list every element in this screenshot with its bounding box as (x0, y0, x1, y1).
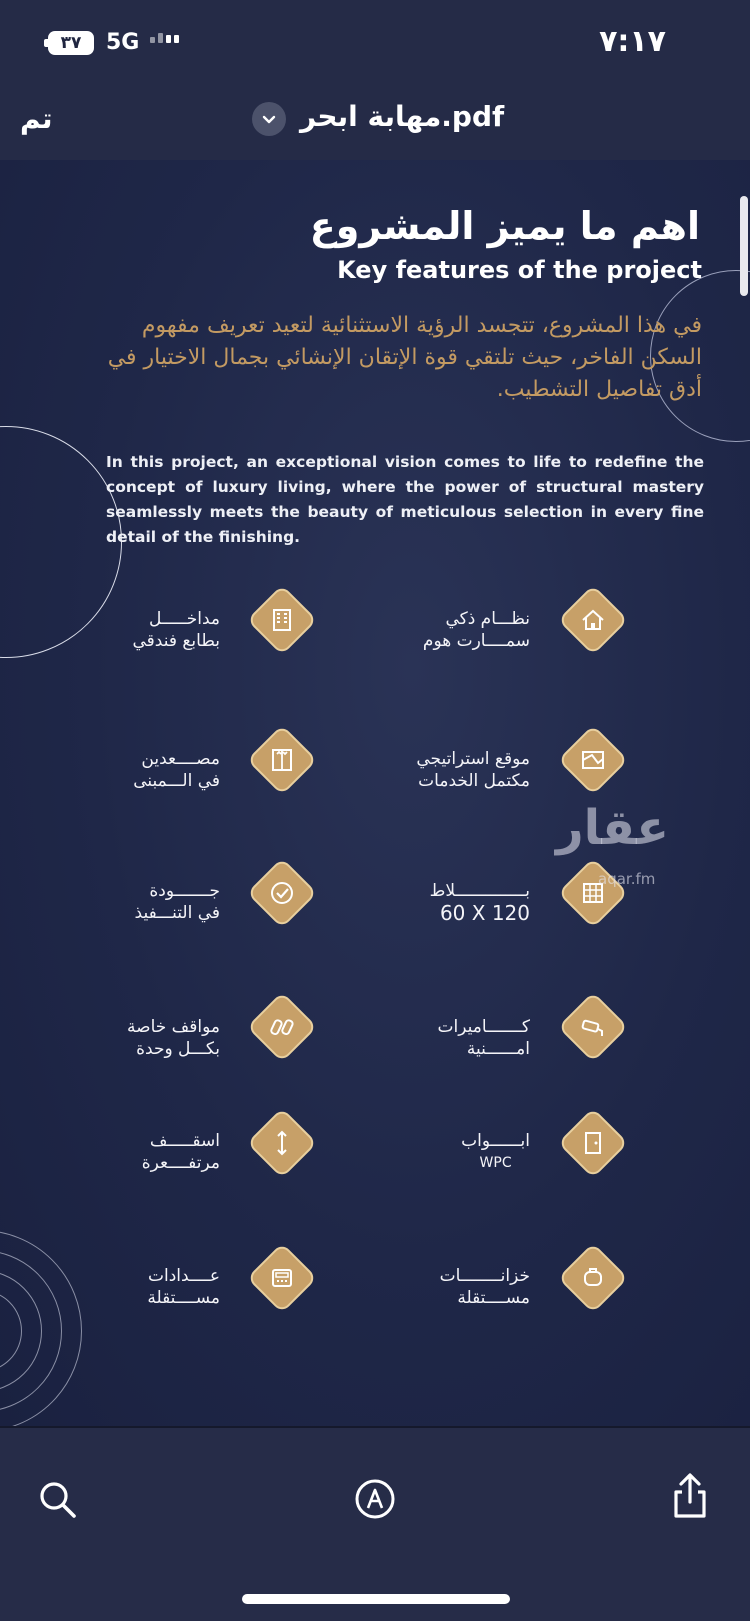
markup-pen-icon[interactable] (354, 1478, 396, 1524)
smart-home-icon (563, 590, 623, 650)
hotel-building-icon (252, 590, 312, 650)
status-bar (0, 0, 750, 88)
feature-security-cameras: كـــــــاميرات امــــــنية (437, 1017, 530, 1059)
bottom-toolbar (0, 1428, 750, 1621)
feature-high-ceilings: اسقـــــف مرتفــــعرة (141, 1131, 220, 1173)
feature-private-parking: مواقف خاصة بكـــل وحدة (127, 1017, 220, 1059)
done-button[interactable]: تم (20, 102, 53, 135)
feature-water-tanks: خزانــــــــات مســــتقلة (439, 1266, 530, 1308)
feature-strategic-location: موقع استراتيجي مكتمل الخدمات (416, 749, 530, 791)
feature-elevators: مصــــعدين في الـــمبنى (133, 749, 220, 791)
intro-english: In this project, an exceptional vision comes to life to redefine the concept of luxury living, where the power of structural mastery seamlessly meets the beauty of meticulous selection in every fine detail of the finishing. (106, 453, 704, 546)
pdf-page[interactable] (0, 160, 750, 1428)
map-location-icon (563, 730, 623, 790)
quality-badge-icon (252, 863, 312, 923)
feature-wpc-doors: ابــــــواب WPC (461, 1131, 530, 1171)
chevron-down-icon (261, 111, 277, 127)
feature-tiles: بــــــــــــــلاط 60 X 120 (429, 881, 530, 925)
clock: ٧:١٧ (599, 24, 666, 59)
watermark-logo: عقار (556, 800, 669, 856)
title-menu-button[interactable] (252, 102, 286, 136)
feature-quality: جـــــــودة في التنـــفيذ (134, 881, 220, 923)
share-icon[interactable] (670, 1472, 710, 1524)
title-english: Key features of the project (337, 256, 702, 284)
meter-icon (252, 1248, 312, 1308)
high-ceiling-icon (252, 1113, 312, 1173)
parking-icon (252, 997, 312, 1057)
home-indicator[interactable] (242, 1594, 510, 1604)
battery-indicator: ٣٧ (48, 31, 94, 55)
navigation-bar (0, 88, 750, 161)
watermark-url: aqar.fm (598, 870, 656, 888)
water-tank-icon (563, 1248, 623, 1308)
search-icon[interactable] (38, 1480, 78, 1524)
elevator-icon (252, 730, 312, 790)
feature-smart-home: نظـــام ذكي سمــــارت هوم (422, 609, 530, 651)
signal-bars-icon (150, 33, 179, 43)
feature-hotel-entrances: مداخـــــل بطابع فندقي (132, 609, 220, 651)
document-title[interactable]: مهابة ابحر.pdf (300, 100, 505, 133)
door-icon (563, 1113, 623, 1173)
title-arabic: اهم ما يميز المشروع (309, 204, 700, 248)
feature-meters: عــــدادات مســــتقلة (147, 1266, 220, 1308)
intro-arabic: في هذا المشروع، تتجسد الرؤية الاستثنائية لتعيد تعريف مفهوم السكن الفاخر، حيث تلتقي قوة الإتقان الإنشائي بجمال الاختيار في أدق تفاصيل التشطيب. (107, 313, 702, 402)
security-camera-icon (563, 997, 623, 1057)
network-type: 5G (106, 30, 140, 55)
decorative-arc (0, 426, 122, 658)
scroll-indicator[interactable] (740, 196, 748, 296)
